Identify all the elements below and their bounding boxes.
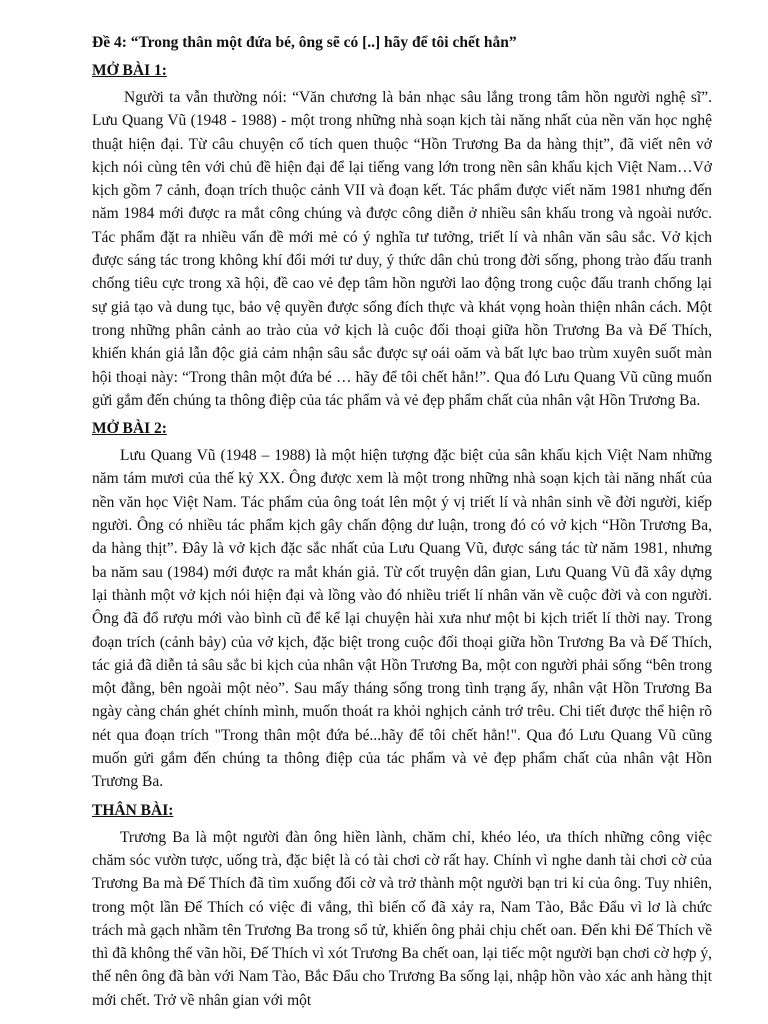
section-heading-mo-bai-2: MỞ BÀI 2:	[92, 420, 167, 438]
section-heading-mo-bai-1: MỞ BÀI 1:	[92, 62, 167, 79]
paragraph-than-bai: Trương Ba là một người đàn ông hiền lành, chăm chỉ, khéo léo, ưa thích những công việc chăm sóc vườn tược, uống trà, đặc biệt là có tài chơi cờ rất hay. Chính vì nghe danh tài chơi cờ của Trương Ba mà Đế Thích đã tìm xuống đối cờ và trở thành một người bạn tri kỉ của ông. Tuy nhiên, trong một lần Đế Thích có việc đi vắng, thì biến cố đã xảy ra, Nam Tào, Bắc Đẩu vì lơ là chức trách mà gạch nhầm tên Trương Ba trong sổ tử, khiến ông phải chịu chết oan. Đến khi Đế Thích về thì đã không thể vãn hồi, Đế Thích vì xót Trương Ba chết oan, lại tiếc một người bạn chơi cờ hợp ý, thế nên ông đã bàn với Nam Tào, Bắc Đẩu cho Trương Ba sống lại, nhập hồn vào xác anh hàng thịt mới chết. Trở về nhân gian với một	[92, 828, 712, 1009]
paragraph-mo-bai-1: Người ta vẫn thường nói: “Văn chương là bản nhạc sâu lắng trong tâm hồn người nghệ sĩ”. Lưu Quang Vũ (1948 - 1988) - một trong những nhà soạn kịch tài năng nhất của nền văn học nghệ thuật hiện đại. Từ câu chuyện cổ tích quen thuộc “Hồn Trương Ba da hàng thịt”, đã viết nên vở kịch nói cùng tên với chủ đề hiện đại để lại tiếng vang lớn trong nền sân khấu kịch Việt Nam…Vở kịch gồm 7 cảnh, đoạn trích thuộc cảnh VII và đoạn kết. Tác phẩm được viết năm 1981 nhưng đến năm 1984 mới được ra mắt công chúng và được công diễn ở nhiều sân khấu trong và ngoài nước. Tác phẩm đặt ra nhiều vấn đề mới mẻ có ý nghĩa tư tưởng, triết lí và nhân văn sâu sắc. Vở kịch được sáng tác trong không khí đổi mới tư duy, ý thức dân chủ trong đời sống, phong trào đấu tranh chống tiêu cực trong xã hội, đề cao vẻ đẹp tâm hồn người lao động trong cuộc đấu tranh chống lại sự giả tạo và dung tục, bảo vệ quyền được sống đích thực và khát vọng hoàn thiện nhân cách. Một trong những phân cảnh ao trào của vở kịch là cuộc đối thoại giữa hồn Trương Ba và Đế Thích, khiến khán giả lẫn độc giả cảm nhận sâu sắc được sự oái oăm và bất lực bao trùm xuyên suốt màn hội thoại này: “Trong thân một đứa bé … hãy để tôi chết hẳn!”. Qua đó Lưu Quang Vũ cũng muốn gửi gắm đến chúng ta thông điệp của tác phẩm và vẻ đẹp phẩm chất của nhân vật Hồn Trương Ba.	[92, 89, 712, 409]
paragraph-mo-bai-2: Lưu Quang Vũ (1948 – 1988) là một hiện tượng đặc biệt của sân khấu kịch Việt Nam những năm tám mươi của thế kỷ XX. Ông được xem là một trong những nhà soạn kịch tài năng nhất của nền văn học Việt Nam. Tác phẩm của ông toát lên một ý vị triết lí và nhân sinh về đời người, kiếp người. Ông có nhiều tác phẩm kịch gây chấn động dư luận, trong đó có vở kịch “Hồn Trương Ba, da hàng thịt”. Đây là vở kịch đặc sắc nhất của Lưu Quang Vũ, được sáng tác từ năm 1981, nhưng ba năm sau (1984) mới được ra mắt khán giả. Từ cốt truyện dân gian, Lưu Quang Vũ đã xây dựng lại thành một vở kịch nói hiện đại và lồng vào đó nhiều triết lí nhân văn về cuộc đời và con người. Ông đã đổ rượu mới vào bình cũ để kể lại chuyện hài xưa như một bi kịch triết lí thời nay. Trong đoạn trích (cảnh bảy) của vở kịch, đặc biệt trong cuộc đối thoại giữa hồn Trương Ba và Đế Thích, tác giả đã diễn tả sâu sắc bi kịch của nhân vật Hồn Trương Ba, một con người phải sống “bên trong một đằng, bên ngoài một nẻo”. Sau mấy tháng sống trong tình trạng ấy, nhân vật Hồn Trương Ba ngày càng chán ghét chính mình, muốn thoát ra khỏi nghịch cảnh trớ trêu. Chi tiết được thể hiện rõ nét qua đoạn trích "Trong thân một đứa bé...hãy để tôi chết hẳn!". Qua đó Lưu Quang Vũ cũng muốn gửi gắm đến chúng ta thông điệp của tác phẩm và vẻ đẹp phẩm chất của nhân vật Hồn Trương Ba.	[92, 447, 712, 791]
document-title: Đề 4: “Trong thân một đứa bé, ông sẽ có [..] hãy để tôi chết hẳn”	[92, 34, 517, 51]
section-heading-than-bai: THÂN BÀI:	[92, 801, 174, 819]
